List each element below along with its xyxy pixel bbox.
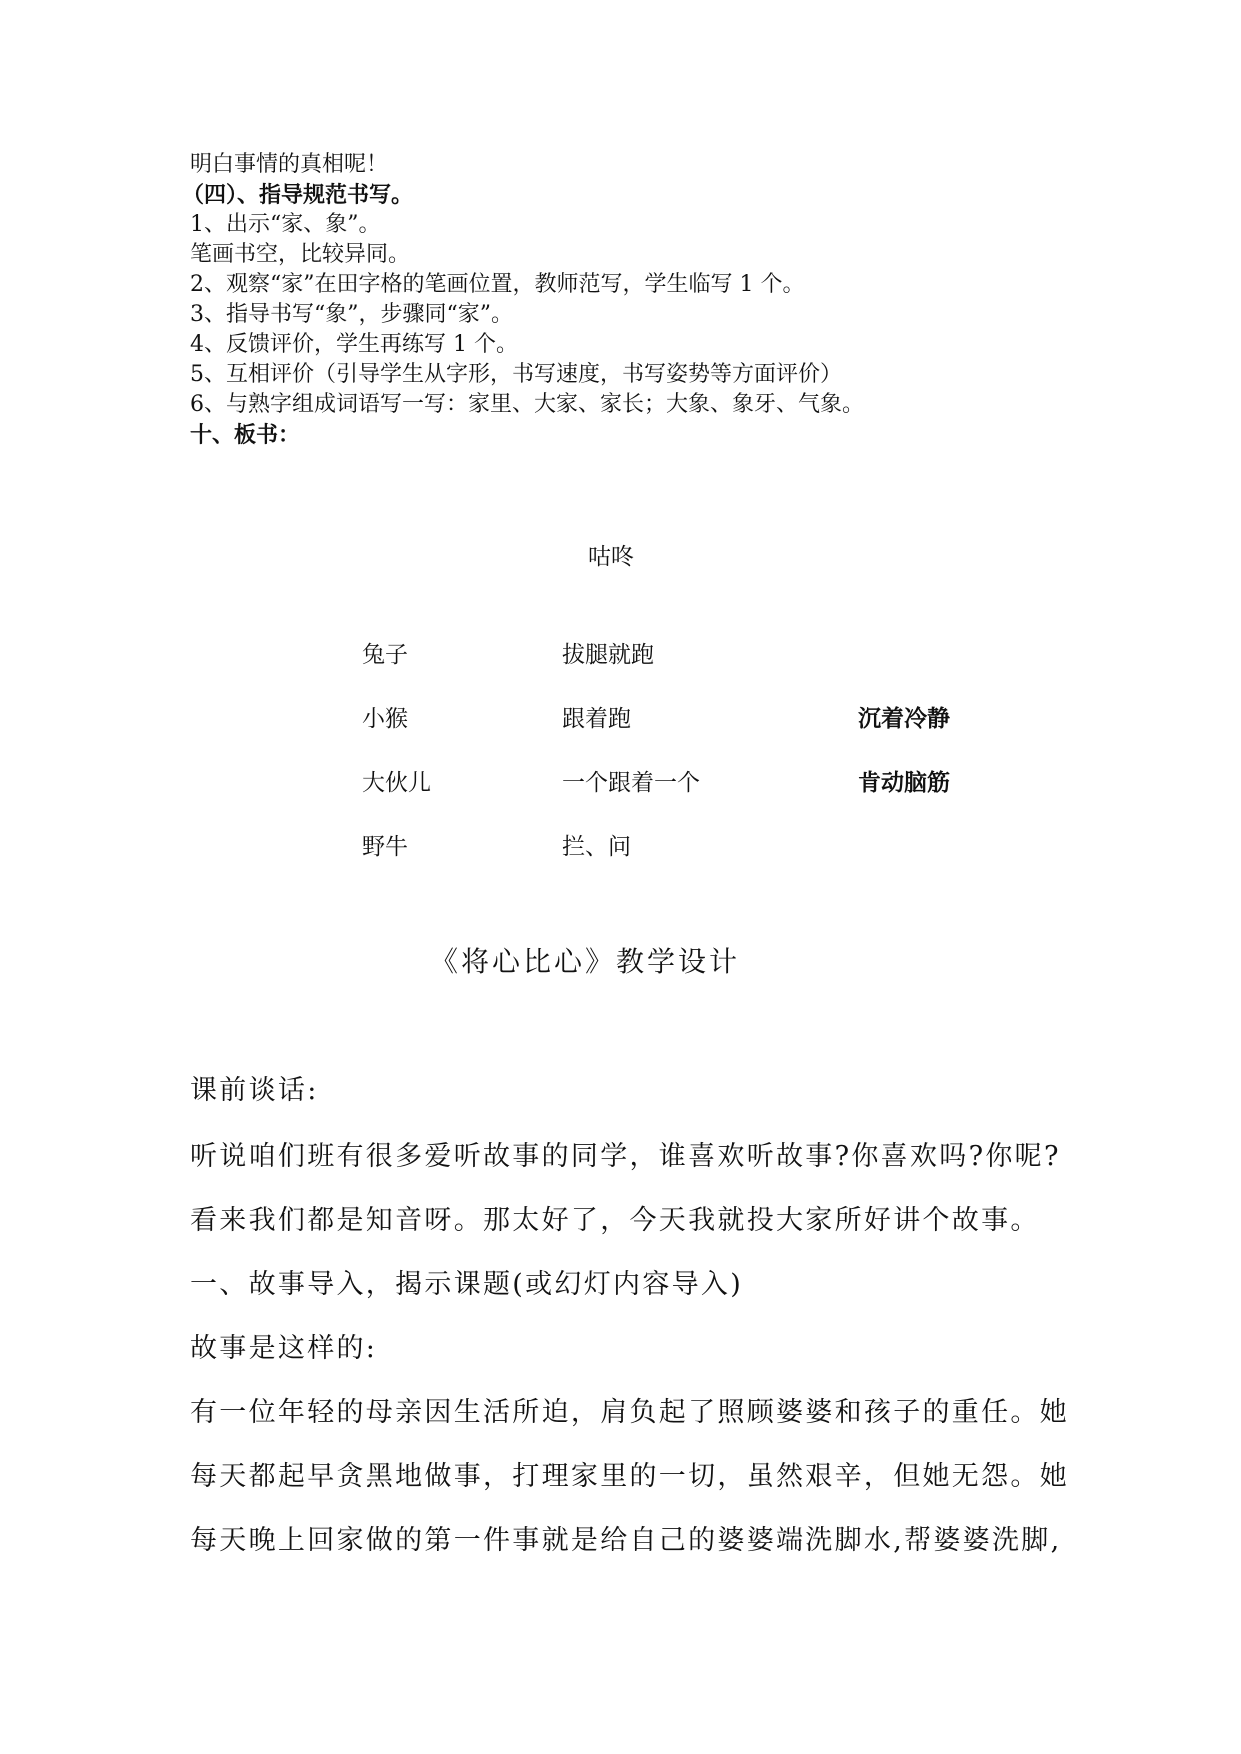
board-who: 小猴	[362, 706, 408, 732]
board-action: 跟着跑	[562, 706, 631, 732]
text-line: 3、指导书写“象”，步骤同“家”。	[190, 302, 513, 327]
body-line: 课前谈话:	[190, 1075, 319, 1106]
body-line: 一、故事导入，揭示课题(或幻灯内容导入)	[190, 1269, 744, 1300]
board-note: 沉着冷静	[858, 705, 950, 732]
board-title: 咕咚	[588, 544, 634, 570]
document-title: 《将心比心》教学设计	[429, 945, 740, 978]
board-action: 拦、问	[562, 834, 631, 860]
body-line: 故事是这样的:	[190, 1333, 378, 1364]
text-line: 2、观察“家”在田字格的笔画位置，教师范写，学生临写 1 个。	[190, 272, 805, 297]
section-heading: 十、板书：	[190, 422, 301, 448]
board-who: 兔子	[362, 642, 408, 668]
section-heading: （四）、指导规范书写。	[182, 182, 414, 208]
text-line: 4、反馈评价，学生再练写 1 个。	[190, 332, 518, 357]
text-line: 6、与熟字组成词语写一写：家里、大家、家长；大象、象牙、气象。	[190, 392, 864, 417]
text-line: 5、互相评价（引导学生从字形，书写速度，书写姿势等方面评价）	[190, 362, 842, 387]
body-line: 听说咱们班有很多爱听故事的同学，谁喜欢听故事?你喜欢吗?你呢?	[190, 1141, 1061, 1172]
board-who: 大伙儿	[362, 770, 431, 796]
text-line: 笔画书空，比较异同。	[190, 242, 411, 267]
board-action: 一个跟着一个	[562, 770, 700, 796]
body-line: 有一位年轻的母亲因生活所迫，肩负起了照顾婆婆和孩子的重任。她	[190, 1397, 1069, 1428]
body-line: 每天晚上回家做的第一件事就是给自己的婆婆端洗脚水,帮婆婆洗脚,	[190, 1525, 1062, 1556]
board-action: 拔腿就跑	[562, 642, 654, 668]
text-line: 明白事情的真相呢！	[190, 152, 389, 177]
body-line: 看来我们都是知音呀。那太好了，今天我就投大家所好讲个故事。	[190, 1205, 1040, 1236]
board-who: 野牛	[362, 834, 408, 860]
body-line: 每天都起早贪黑地做事，打理家里的一切，虽然艰辛，但她无怨。她	[190, 1461, 1069, 1492]
text-line: 1、出示“家、象”。	[190, 212, 381, 237]
board-note: 肯动脑筋	[858, 769, 950, 796]
